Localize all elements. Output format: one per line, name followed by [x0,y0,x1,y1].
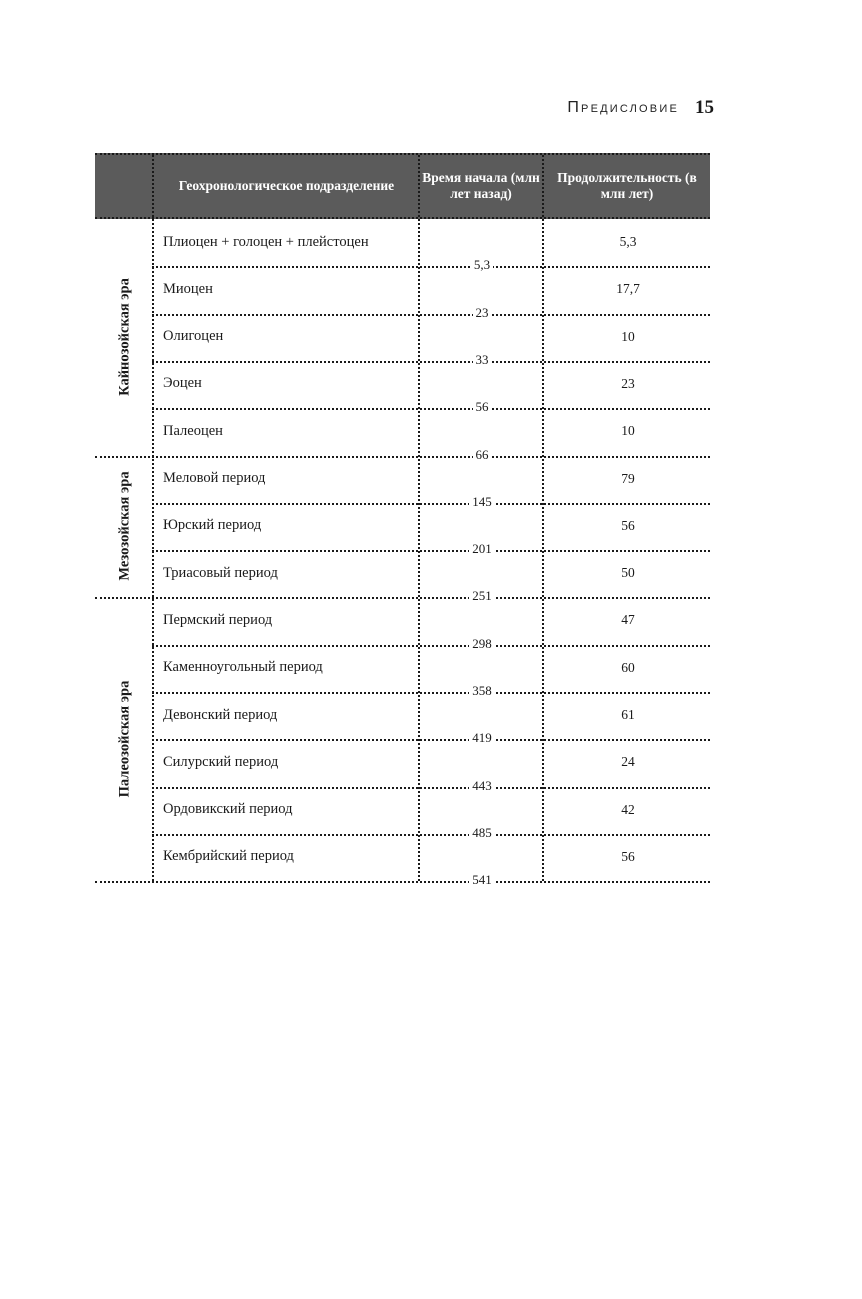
period-name: Миоцен [163,280,213,297]
start-time-value: 485 [469,825,495,840]
period-duration: 79 [621,470,635,486]
start-time-label [421,542,543,556]
period-duration: 10 [621,423,635,439]
geochronology-table [95,153,710,888]
period-name: Триасовый период [163,564,278,581]
start-time-value: 56 [473,399,492,414]
period-name: Пермский период [163,611,273,628]
period-name: Ордовикский период [163,801,293,818]
start-time-value: 419 [469,730,495,745]
page-number: 15 [695,97,714,118]
header-divider [152,155,154,217]
period-duration: 17,7 [616,281,640,297]
start-time-label [421,826,543,840]
period-name: Кембрийский период [163,848,294,865]
period-duration: 24 [621,754,635,770]
period-name: Силурский период [163,753,279,770]
era-label: Кайнозойская эра [116,278,133,397]
period-name: Юрский период [163,517,262,534]
period-name: Палеоцен [163,422,223,439]
start-time-label [421,400,543,414]
row-divider [95,881,710,883]
start-time-value: 33 [473,352,492,367]
start-time-label [421,353,543,367]
start-time-value: 5,3 [471,257,493,272]
period-duration: 47 [621,612,635,628]
period-name: Плиоцен + голоцен + плейстоцен [163,233,369,250]
period-duration: 50 [621,565,635,581]
start-time-label [421,637,543,651]
era-label: Палеозойская эра [116,680,133,798]
period-duration: 10 [621,328,635,344]
running-head [0,97,714,119]
header-divider [542,155,544,217]
start-time-label [421,306,543,320]
period-name: Меловой период [163,470,266,486]
period-duration: 61 [621,707,635,722]
start-time-value: 443 [469,778,495,793]
period-duration: 56 [621,848,635,864]
start-time-label [421,589,543,603]
start-time-label [421,731,543,745]
period-duration: 23 [621,375,635,391]
start-time-value: 23 [473,305,492,320]
start-time-value: 145 [469,494,495,509]
start-time-value: 66 [473,447,492,462]
column-header-division: Геохронологическое подразделение [178,178,395,193]
column-header-start: Время начала (млн лет назад) [422,170,540,201]
era-label: Мезозойская эра [116,471,133,582]
start-time-label [421,779,543,793]
start-time-label [421,495,543,509]
start-time-label [421,258,543,272]
period-duration: 5,3 [619,234,637,249]
start-time-label [421,873,543,887]
start-time-value: 298 [469,636,495,651]
period-name: Девонский период [163,706,278,723]
start-time-value: 251 [469,588,495,603]
period-name: Олигоцен [163,328,224,345]
column-header-duration: Продолжительность (в млн лет) [557,170,697,201]
start-time-value: 541 [469,872,495,887]
period-duration: 56 [621,517,635,533]
header-divider [418,155,420,217]
section-title: Предисловие [567,99,679,116]
start-time-value: 201 [469,541,495,556]
period-name: Эоцен [163,375,202,392]
start-time-value: 358 [469,683,495,698]
start-time-label [421,448,543,462]
start-time-label [421,684,543,698]
period-duration: 42 [621,801,635,817]
table-header [95,153,710,219]
period-name: Каменноугольный период [163,659,323,676]
period-duration: 60 [621,659,635,675]
